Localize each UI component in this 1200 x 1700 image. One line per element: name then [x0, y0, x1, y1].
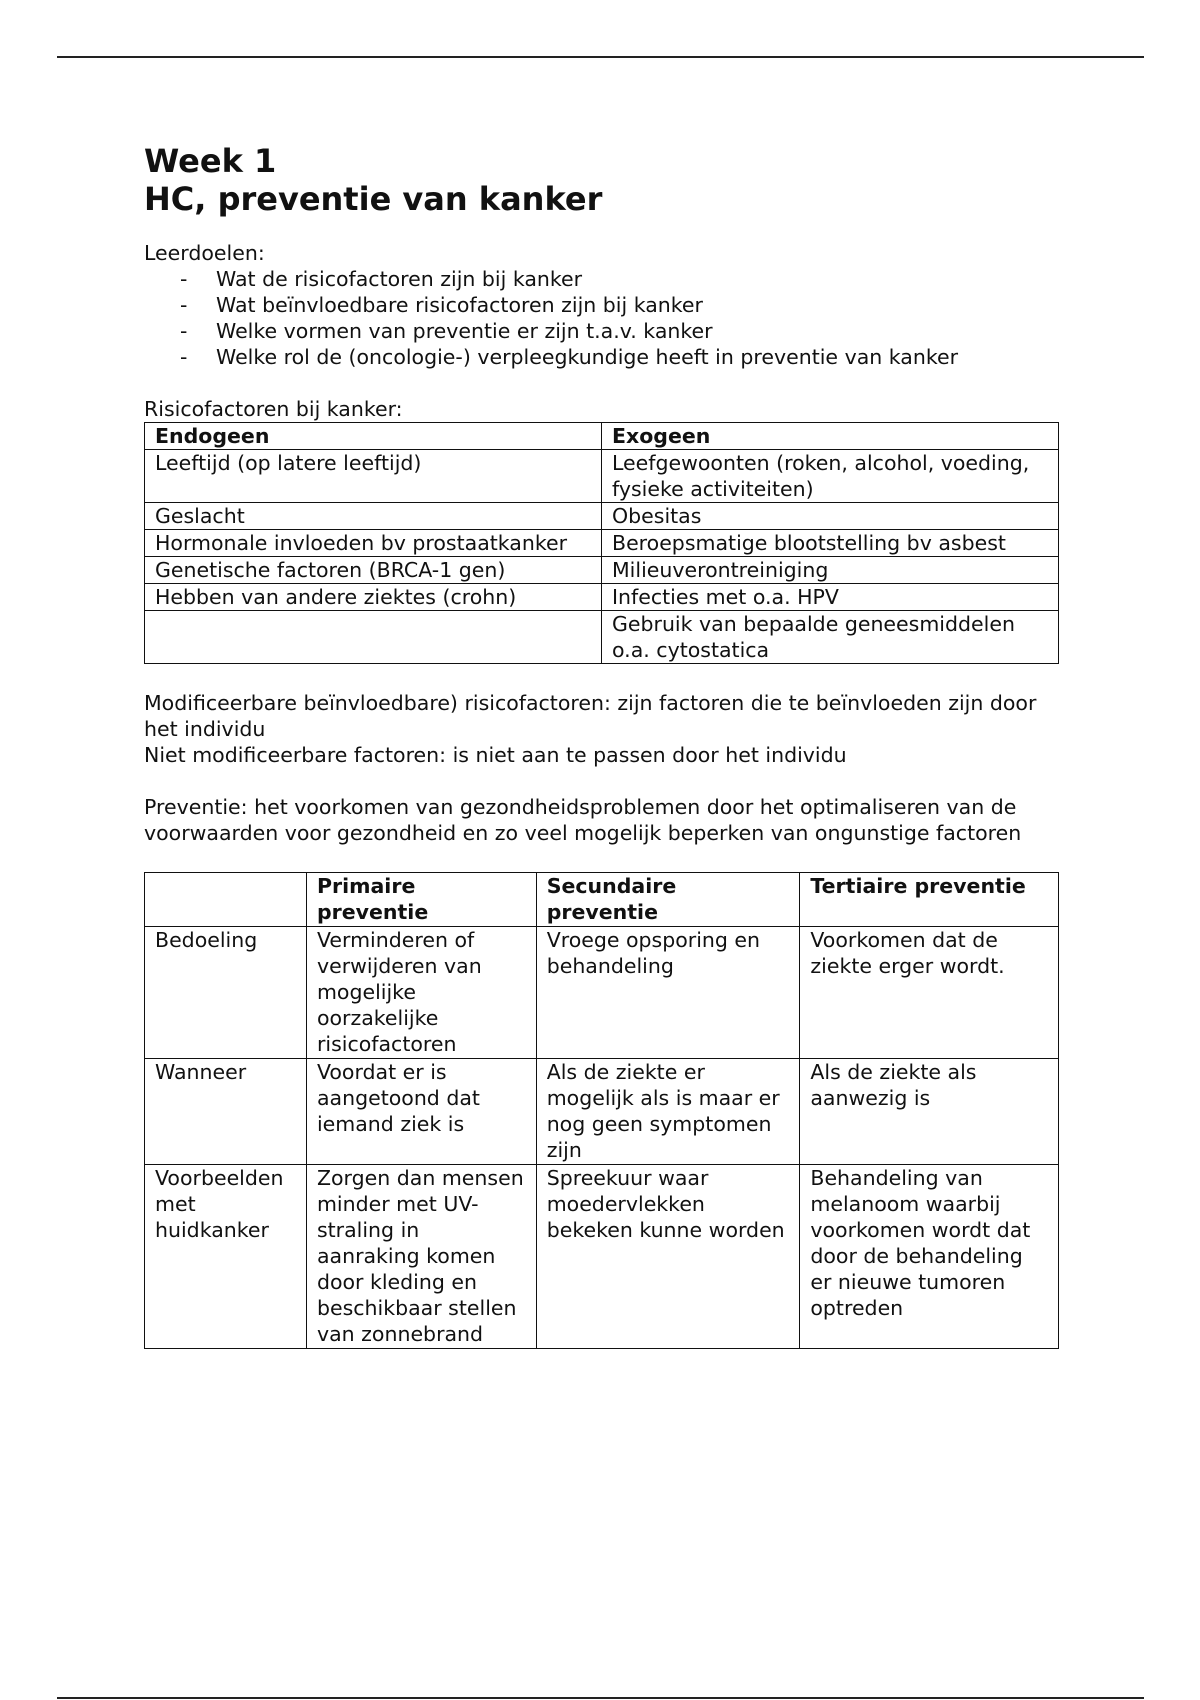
table-row — [145, 584, 1059, 611]
learning-goals-list — [144, 266, 1064, 370]
table-cell: Beroepsmatige blootstelling bv asbest — [602, 530, 1059, 557]
table-cell: Voordat er is aangetoond dat iemand ziek is — [306, 1059, 536, 1165]
title-line-topic: HC, preventie van kanker — [144, 180, 603, 218]
table-cell: Milieuverontreiniging — [602, 557, 1059, 584]
list-item: - Welke vormen van preventie er zijn t.a.v. kanker — [144, 318, 1064, 344]
table-cell: Als de ziekte er mogelijk als is maar er nog geen symptomen zijn — [536, 1059, 800, 1165]
table-cell: Verminderen of verwijderen van mogelijke oorzakelijke risicofactoren — [306, 927, 536, 1059]
row-label: Voorbeelden met huidkanker — [145, 1165, 307, 1349]
table-cell: Genetische factoren (BRCA-1 gen) — [145, 557, 602, 584]
table-cell: Leeftijd (op latere leeftijd) — [145, 450, 602, 503]
table-cell: Als de ziekte als aanwezig is — [800, 1059, 1059, 1165]
risk-factors-table — [144, 422, 1059, 664]
header-rule — [57, 56, 1144, 58]
list-item: - Wat de risicofactoren zijn bij kanker — [144, 266, 1064, 292]
table-cell: Behandeling van melanoom waarbij voorkomen wordt dat door de behandeling er nieuwe tumoren optreden — [800, 1165, 1059, 1349]
list-item: - Wat beïnvloedbare risicofactoren zijn bij kanker — [144, 292, 1064, 318]
table-row — [145, 530, 1059, 557]
document-body — [144, 142, 1064, 1349]
footer-rule — [57, 1697, 1144, 1699]
row-label: Bedoeling — [145, 927, 307, 1059]
list-item: - Welke rol de (oncologie-) verpleegkundige heeft in preventie van kanker — [144, 344, 1064, 370]
learning-goals-label: Leerdoelen: — [144, 241, 265, 265]
document-title — [144, 142, 1064, 218]
table-cell: Spreekuur waar moedervlekken bekeken kunne worden — [536, 1165, 800, 1349]
table-row — [145, 1165, 1059, 1349]
row-label: Wanneer — [145, 1059, 307, 1165]
table-cell: Obesitas — [602, 503, 1059, 530]
prevention-table — [144, 872, 1059, 1349]
column-header-exogenous: Exogeen — [602, 423, 1059, 450]
definition-modifiable: Modificeerbare beïnvloedbare) risicofactoren: zijn factoren die te beïnvloeden zijn door het individu — [144, 691, 1037, 741]
table-row — [145, 503, 1059, 530]
table-cell: Voorkomen dat de ziekte erger wordt. — [800, 927, 1059, 1059]
table-row — [145, 557, 1059, 584]
column-header-secondary: Secundaire preventie — [536, 873, 800, 927]
table-cell — [145, 611, 602, 664]
prevention-definition: Preventie: het voorkomen van gezondheidsproblemen door het optimaliseren van de voorwaarden voor gezondheid en zo veel mogelijk beperken van ongunstige factoren — [144, 795, 1022, 845]
table-cell: Vroege opsporing en behandeling — [536, 927, 800, 1059]
column-header-tertiary: Tertiaire preventie — [800, 873, 1059, 927]
table-cell: Gebruik van bepaalde geneesmiddelen o.a. cytostatica — [602, 611, 1059, 664]
title-line-week: Week 1 — [144, 142, 277, 180]
column-header-endogenous: Endogeen — [145, 423, 602, 450]
table-header-row — [145, 873, 1059, 927]
risk-table-caption: Risicofactoren bij kanker: — [144, 397, 403, 421]
definition-non-modifiable: Niet modificeerbare factoren: is niet aan te passen door het individu — [144, 743, 847, 767]
table-row — [145, 450, 1059, 503]
table-cell: Hormonale invloeden bv prostaatkanker — [145, 530, 602, 557]
table-row — [145, 611, 1059, 664]
column-header-empty — [145, 873, 307, 927]
table-cell: Leefgewoonten (roken, alcohol, voeding, fysieke activiteiten) — [602, 450, 1059, 503]
table-cell: Zorgen dan mensen minder met UV-straling in aanraking komen door kleding en beschikbaar stellen van zonnebrand — [306, 1165, 536, 1349]
table-cell: Infecties met o.a. HPV — [602, 584, 1059, 611]
table-row — [145, 1059, 1059, 1165]
column-header-primary: Primaire preventie — [306, 873, 536, 927]
table-row — [145, 927, 1059, 1059]
table-header-row — [145, 423, 1059, 450]
table-cell: Geslacht — [145, 503, 602, 530]
table-cell: Hebben van andere ziektes (crohn) — [145, 584, 602, 611]
